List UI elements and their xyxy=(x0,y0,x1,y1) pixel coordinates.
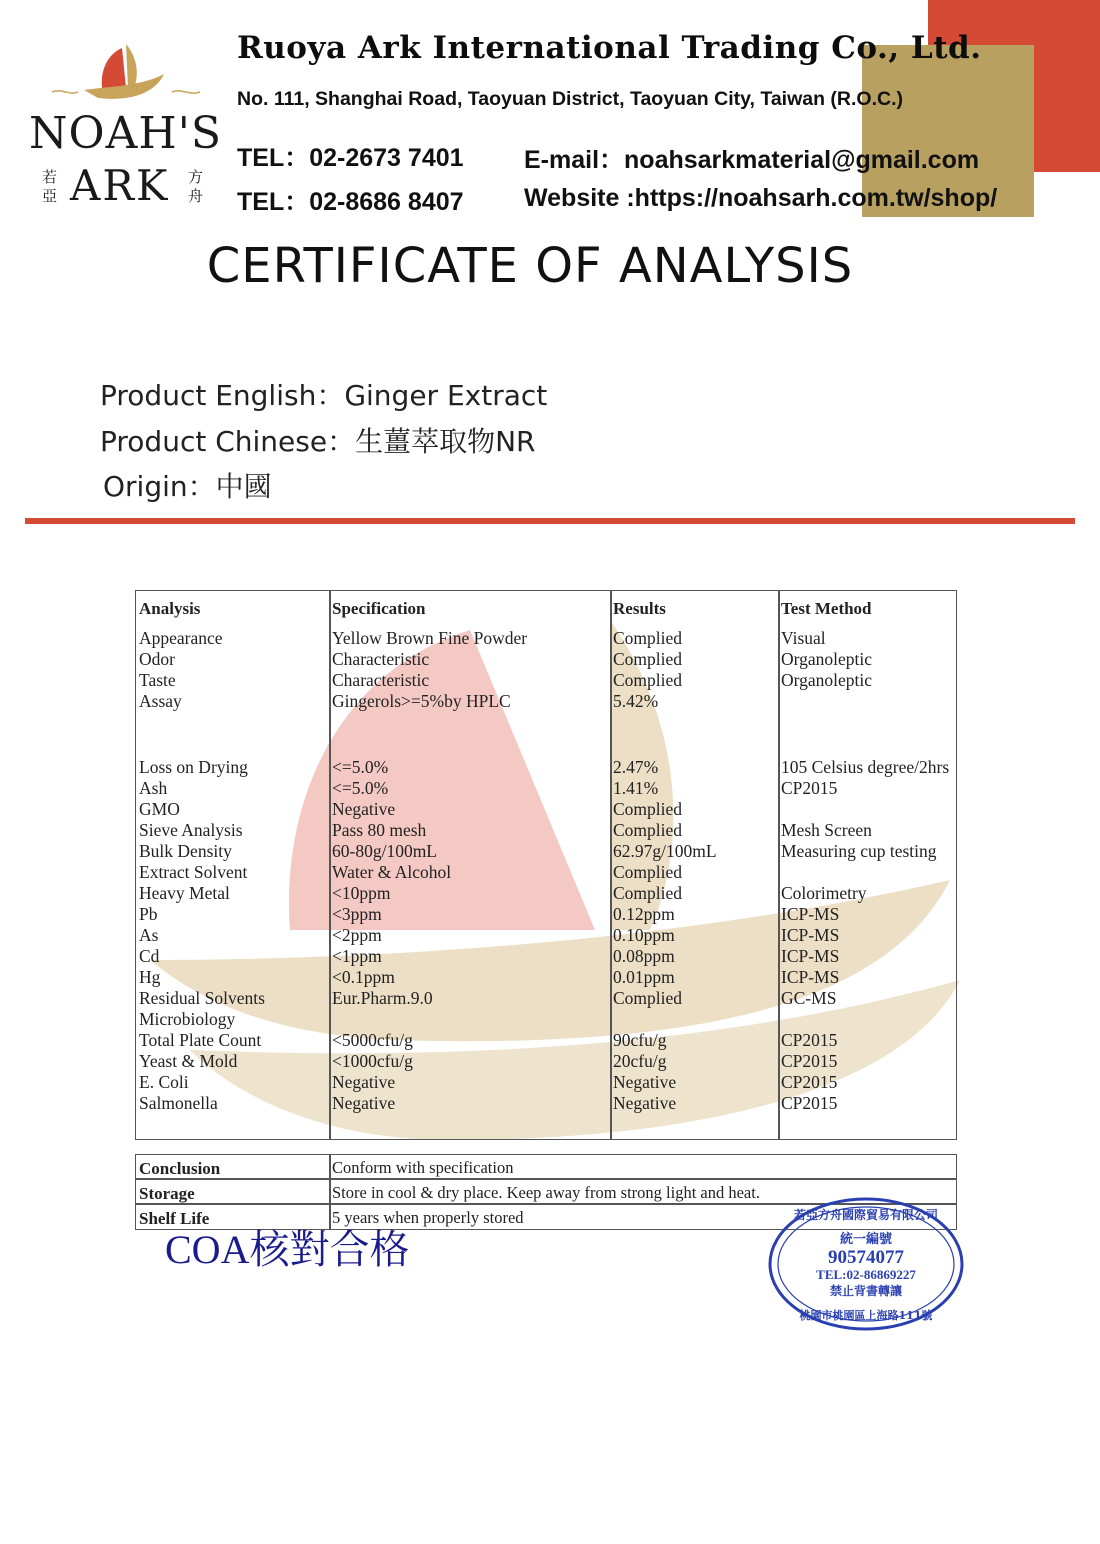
cell-test-method: GC-MS xyxy=(781,988,837,1008)
cell-analysis: Assay xyxy=(139,691,182,711)
cell-analysis: Bulk Density xyxy=(139,841,232,861)
cell-specification: Negative xyxy=(332,799,396,819)
cell-results: Negative xyxy=(613,1072,677,1092)
cell-test-method: CP2015 xyxy=(781,778,838,798)
cell-analysis: Yeast & Mold xyxy=(139,1051,238,1071)
stamp-company: 若亞方舟國際貿易有限公司 xyxy=(793,1208,939,1222)
approval-note: COA核對合格 xyxy=(165,1227,410,1272)
cell-results: 2.47% xyxy=(613,757,659,777)
shelf-life-value: 5 years when properly stored xyxy=(332,1208,524,1227)
tel-1: TEL：02-2673 7401 xyxy=(237,144,464,172)
product-chinese: Product Chinese：生薑萃取物NR xyxy=(100,425,536,458)
product-origin: Origin：中國 xyxy=(103,470,272,503)
cell-test-method: Mesh Screen xyxy=(781,820,872,840)
cell-analysis: Residual Solvents xyxy=(139,988,265,1008)
cell-results: 1.41% xyxy=(613,778,659,798)
analysis-table xyxy=(135,590,957,1140)
cell-results: Complied xyxy=(613,670,683,690)
email: E-mail：noahsarkmaterial@gmail.com xyxy=(524,146,980,174)
cell-specification: Water & Alcohol xyxy=(332,862,452,882)
cell-analysis: Microbiology xyxy=(139,1009,236,1029)
cell-analysis: Odor xyxy=(139,649,175,669)
cell-test-method: CP2015 xyxy=(781,1051,838,1071)
cell-test-method: ICP-MS xyxy=(781,925,840,945)
divider-rule xyxy=(25,518,1075,524)
stamp-address: 桃園市桃園區上海路111號 xyxy=(799,1309,933,1322)
cell-results: Complied xyxy=(613,649,683,669)
row-divider xyxy=(136,1178,956,1180)
cell-test-method: CP2015 xyxy=(781,1030,838,1050)
cell-results: Negative xyxy=(613,1093,677,1113)
product-english: Product English：Ginger Extract xyxy=(100,379,548,412)
logo-cn-right: 方舟 xyxy=(188,168,204,205)
cell-results: Complied xyxy=(613,799,683,819)
cell-results: 0.12ppm xyxy=(613,904,675,924)
cell-test-method: CP2015 xyxy=(781,1093,838,1113)
cell-analysis: Ash xyxy=(139,778,168,798)
cell-test-method: ICP-MS xyxy=(781,946,840,966)
cell-results: Complied xyxy=(613,628,683,648)
cell-test-method: CP2015 xyxy=(781,1072,838,1092)
cell-analysis: Hg xyxy=(139,967,161,987)
cell-specification: 60-80g/100mL xyxy=(332,841,437,861)
cell-results: 5.42% xyxy=(613,691,659,711)
cell-test-method: ICP-MS xyxy=(781,967,840,987)
cell-specification: <0.1ppm xyxy=(332,967,395,987)
cell-analysis: Loss on Drying xyxy=(139,757,248,777)
cell-results: 90cfu/g xyxy=(613,1030,667,1050)
cell-specification: Negative xyxy=(332,1093,396,1113)
cell-results: 0.08ppm xyxy=(613,946,675,966)
shelf-life-label: Shelf Life xyxy=(139,1209,210,1228)
cell-specification: <5000cfu/g xyxy=(332,1030,413,1050)
header-analysis: Analysis xyxy=(139,599,201,618)
cell-results: Complied xyxy=(613,988,683,1008)
cell-results: 62.97g/100mL xyxy=(613,841,717,861)
stamp-tax-id: 90574077 xyxy=(828,1247,904,1268)
cell-results: Complied xyxy=(613,883,683,903)
column-divider xyxy=(610,591,612,1139)
cell-analysis: GMO xyxy=(139,799,180,819)
cell-specification: Eur.Pharm.9.0 xyxy=(332,988,433,1008)
cell-analysis: Appearance xyxy=(139,628,223,648)
cell-test-method: Organoleptic xyxy=(781,670,873,690)
cell-results: 0.10ppm xyxy=(613,925,675,945)
cell-results: 0.01ppm xyxy=(613,967,675,987)
cell-specification: <3ppm xyxy=(332,904,382,924)
header-specification: Specification xyxy=(332,599,426,618)
cell-test-method: 105 Celsius degree/2hrs xyxy=(781,757,950,777)
logo-cn-left: 若亞 xyxy=(42,168,58,205)
stamp-label: 統一編號 xyxy=(839,1232,893,1247)
cell-analysis: E. Coli xyxy=(139,1072,189,1092)
page-title: CERTIFICATE OF ANALYSIS xyxy=(206,238,854,294)
cell-specification: <10ppm xyxy=(332,883,391,903)
cell-analysis: Heavy Metal xyxy=(139,883,230,903)
column-divider xyxy=(329,591,331,1139)
company-address: No. 111, Shanghai Road, Taoyuan District, Taoyuan City, Taiwan (R.O.C.) xyxy=(237,88,903,110)
cell-test-method: Measuring cup testing xyxy=(781,841,937,861)
cell-specification: Negative xyxy=(332,1072,396,1092)
logo-name-line1: NOAH'S xyxy=(29,108,222,159)
cell-specification: Characteristic xyxy=(332,670,430,690)
cell-specification: <1ppm xyxy=(332,946,382,966)
company-stamp xyxy=(766,1195,966,1333)
cell-results: Complied xyxy=(613,862,683,882)
cell-specification: Characteristic xyxy=(332,649,430,669)
conclusion-label: Conclusion xyxy=(139,1159,221,1178)
storage-label: Storage xyxy=(139,1184,195,1203)
logo-name-line2: ARK xyxy=(70,161,170,210)
stamp-tel: TEL:02-86869227 xyxy=(816,1267,916,1282)
cell-analysis: Cd xyxy=(139,946,160,966)
cell-specification: <=5.0% xyxy=(332,757,389,777)
column-divider xyxy=(778,591,780,1139)
cell-specification: <=5.0% xyxy=(332,778,389,798)
storage-value: Store in cool & dry place. Keep away from strong light and heat. xyxy=(332,1183,760,1202)
cell-analysis: Sieve Analysis xyxy=(139,820,243,840)
cell-analysis: Total Plate Count xyxy=(139,1030,262,1050)
conclusion-value: Conform with specification xyxy=(332,1158,514,1177)
cell-analysis: Pb xyxy=(139,904,158,924)
cell-results: Complied xyxy=(613,820,683,840)
cell-analysis: Taste xyxy=(139,670,176,690)
cell-results: 20cfu/g xyxy=(613,1051,667,1071)
company-name: Ruoya Ark International Trading Co., Ltd. xyxy=(237,30,982,66)
cell-test-method: ICP-MS xyxy=(781,904,840,924)
cell-analysis: As xyxy=(139,925,159,945)
tel-2: TEL：02-8686 8407 xyxy=(237,188,464,216)
website: Website :https://noahsarh.com.tw/shop/ xyxy=(524,184,998,212)
cell-specification: Gingerols>=5%by HPLC xyxy=(332,691,511,711)
header-results: Results xyxy=(613,599,666,618)
cell-specification: <1000cfu/g xyxy=(332,1051,413,1071)
stamp-note: 禁止背書轉讓 xyxy=(829,1284,903,1298)
header-test-method: Test Method xyxy=(781,599,872,618)
cell-analysis: Salmonella xyxy=(139,1093,218,1113)
cell-test-method: Organoleptic xyxy=(781,649,873,669)
cell-test-method: Colorimetry xyxy=(781,883,867,903)
cell-specification: <2ppm xyxy=(332,925,382,945)
cell-specification: Pass 80 mesh xyxy=(332,820,427,840)
cell-specification: Yellow Brown Fine Powder xyxy=(332,628,528,648)
cell-test-method: Visual xyxy=(781,628,826,648)
cell-analysis: Extract Solvent xyxy=(139,862,248,882)
